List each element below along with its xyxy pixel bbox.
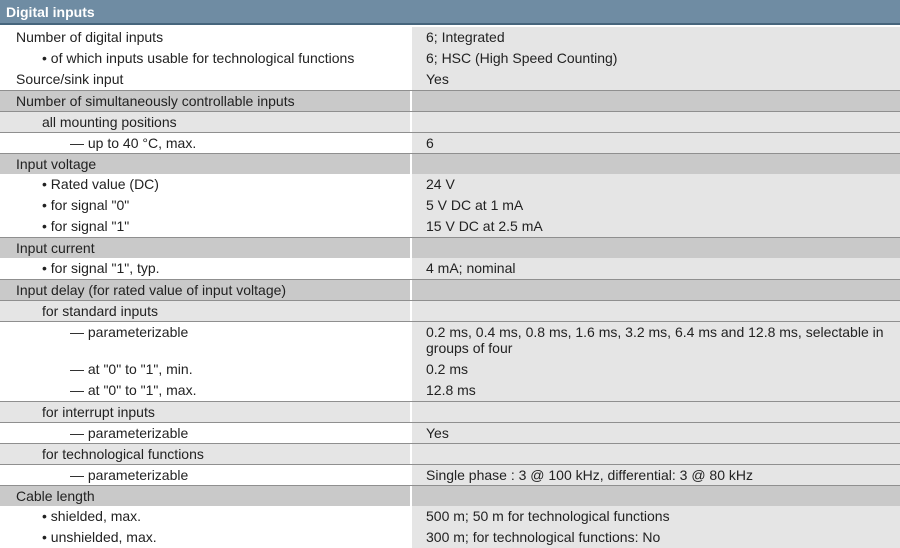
row-label xyxy=(0,48,410,69)
dash-icon xyxy=(70,467,88,483)
row-value: 6; HSC (High Speed Counting) xyxy=(410,48,900,69)
row-label-text: unshielded, max. xyxy=(50,529,157,545)
row-label-text: shielded, max. xyxy=(50,508,142,524)
row-value: 500 m; 50 m for technological functions xyxy=(410,506,900,527)
table-row xyxy=(0,195,900,216)
row-label xyxy=(0,465,410,485)
table-row xyxy=(0,321,900,359)
table-row xyxy=(0,27,900,48)
section-row xyxy=(0,237,900,258)
row-label-text: parameterizable xyxy=(87,425,189,441)
section-row xyxy=(0,153,900,174)
subsection-row xyxy=(0,401,900,422)
section-row xyxy=(0,279,900,300)
subsection-label: for technological functions xyxy=(0,444,410,464)
row-value xyxy=(410,154,900,174)
row-label-text: at "0" to "1", min. xyxy=(87,361,193,377)
row-value: 15 V DC at 2.5 mA xyxy=(410,216,900,237)
row-label: Number of digital inputs xyxy=(0,27,410,48)
row-label xyxy=(0,527,410,548)
table-row xyxy=(0,174,900,195)
row-value: 6; Integrated xyxy=(410,27,900,48)
bullet-icon xyxy=(42,176,51,192)
subsection-label: for standard inputs xyxy=(0,301,410,321)
row-value xyxy=(410,280,900,300)
section-label: Number of simultaneously controllable inputs xyxy=(16,93,295,109)
row-value xyxy=(410,301,900,321)
subsection-label: all mounting positions xyxy=(0,112,410,132)
row-value: Yes xyxy=(410,69,900,90)
bullet-icon xyxy=(42,508,51,524)
table-row xyxy=(0,216,900,237)
row-label xyxy=(0,322,410,359)
section-label: Input voltage xyxy=(16,156,97,172)
row-label xyxy=(0,506,410,527)
row-label xyxy=(0,359,410,380)
row-label xyxy=(0,423,410,443)
row-value xyxy=(410,91,900,111)
dash-icon xyxy=(70,135,88,151)
row-value: 5 V DC at 1 mA xyxy=(410,195,900,216)
row-value: 6 xyxy=(410,133,900,153)
row-label xyxy=(0,216,410,237)
table-row xyxy=(0,422,900,443)
section-label: Input delay (for rated value of input voltage) xyxy=(16,282,287,298)
row-label xyxy=(0,195,410,216)
row-label-text: Rated value (DC) xyxy=(50,176,159,192)
table-row xyxy=(0,380,900,401)
subsection-label: for interrupt inputs xyxy=(0,402,410,422)
subsection-row xyxy=(0,443,900,464)
row-value xyxy=(410,238,900,258)
section-row xyxy=(0,90,900,111)
section-label: Cable length xyxy=(16,488,95,504)
dash-icon xyxy=(70,324,88,340)
row-value: 4 mA; nominal xyxy=(410,258,900,279)
table-row xyxy=(0,48,900,69)
row-label-text: up to 40 °C, max. xyxy=(87,135,197,151)
row-value: Single phase : 3 @ 100 kHz, differential: 3 @ 80 kHz xyxy=(410,465,900,485)
row-label xyxy=(0,133,410,153)
dash-icon xyxy=(70,361,88,377)
bullet-icon xyxy=(42,50,51,66)
section-label: Input current xyxy=(16,240,95,256)
row-value xyxy=(410,112,900,132)
bullet-icon xyxy=(42,218,51,234)
table-row xyxy=(0,464,900,485)
table-row xyxy=(0,132,900,153)
table-title: Digital inputs xyxy=(0,0,900,25)
row-value xyxy=(410,486,900,506)
table-row xyxy=(0,359,900,380)
row-value: 12.8 ms xyxy=(410,380,900,401)
subsection-row xyxy=(0,111,900,132)
row-label-text: of which inputs usable for technological functions xyxy=(50,50,355,66)
table-row xyxy=(0,527,900,548)
row-label xyxy=(0,258,410,279)
row-label-text: at "0" to "1", max. xyxy=(87,382,197,398)
subsection-row xyxy=(0,300,900,321)
dash-icon xyxy=(70,425,88,441)
bullet-icon xyxy=(42,529,51,545)
row-label-text: for signal "1", typ. xyxy=(50,260,160,276)
row-label: Source/sink input xyxy=(0,69,410,90)
row-value: 300 m; for technological functions: No xyxy=(410,527,900,548)
spec-table xyxy=(0,27,900,548)
dash-icon xyxy=(70,382,88,398)
row-value: 24 V xyxy=(410,174,900,195)
row-label-text: for signal "0" xyxy=(50,197,130,213)
row-label-text: for signal "1" xyxy=(50,218,130,234)
row-value: 0.2 ms, 0.4 ms, 0.8 ms, 1.6 ms, 3.2 ms, 6.4 ms and 12.8 ms, selectable in groups of four xyxy=(410,322,900,359)
row-value xyxy=(410,444,900,464)
bullet-icon xyxy=(42,260,51,276)
row-label-text: parameterizable xyxy=(87,324,189,340)
row-label xyxy=(0,380,410,401)
row-value: Yes xyxy=(410,423,900,443)
row-value xyxy=(410,402,900,422)
row-label-text: parameterizable xyxy=(87,467,189,483)
table-row xyxy=(0,258,900,279)
table-row xyxy=(0,69,900,90)
section-row xyxy=(0,485,900,506)
table-row xyxy=(0,506,900,527)
row-value: 0.2 ms xyxy=(410,359,900,380)
row-label xyxy=(0,174,410,195)
bullet-icon xyxy=(42,197,51,213)
